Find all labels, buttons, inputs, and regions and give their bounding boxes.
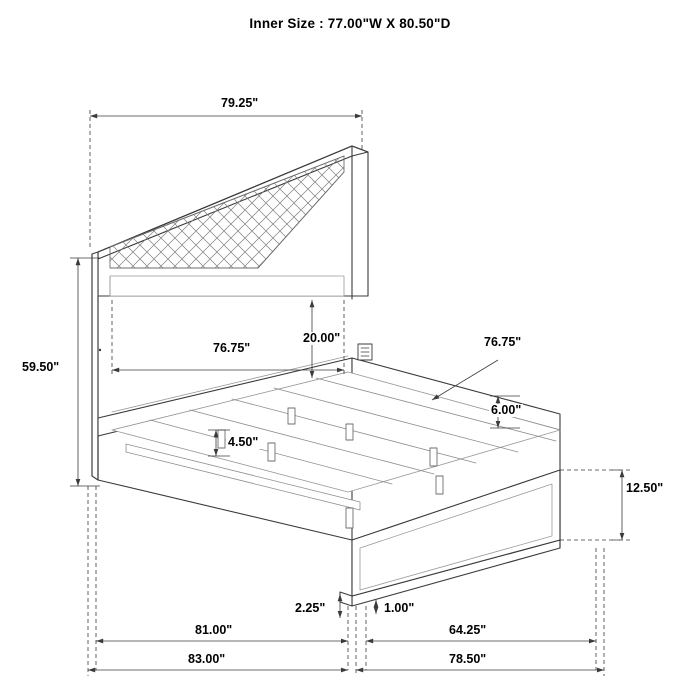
dim-label-slat-span-width: 76.75" [484, 335, 522, 349]
dim-label-footboard-width-inner: 64.25" [449, 623, 487, 637]
dim-label-foot-clearance: 2.25" [295, 601, 326, 615]
dim-label-headboard-inner-width: 76.75" [213, 341, 251, 355]
dim-label-footboard-width-outer: 78.50" [449, 652, 487, 666]
dim-label-overall-height: 59.50" [22, 360, 60, 374]
dim-label-headboard-panel-height: 20.00" [303, 331, 341, 345]
dim-label-overall-length: 83.00" [188, 652, 226, 666]
dim-label-footboard-height: 12.50" [626, 481, 664, 495]
dim-label-slat-clearance: 4.50" [228, 435, 259, 449]
bed-illustration [92, 146, 560, 606]
dim-label-rail-height: 6.00" [491, 403, 522, 417]
dim-label-headboard-width: 79.25" [221, 96, 259, 110]
dim-label-foot-rail-thickness: 1.00" [384, 601, 415, 615]
dim-label-side-rail-length: 81.00" [195, 623, 233, 637]
page-title: Inner Size : 77.00"W X 80.50"D [249, 16, 451, 31]
